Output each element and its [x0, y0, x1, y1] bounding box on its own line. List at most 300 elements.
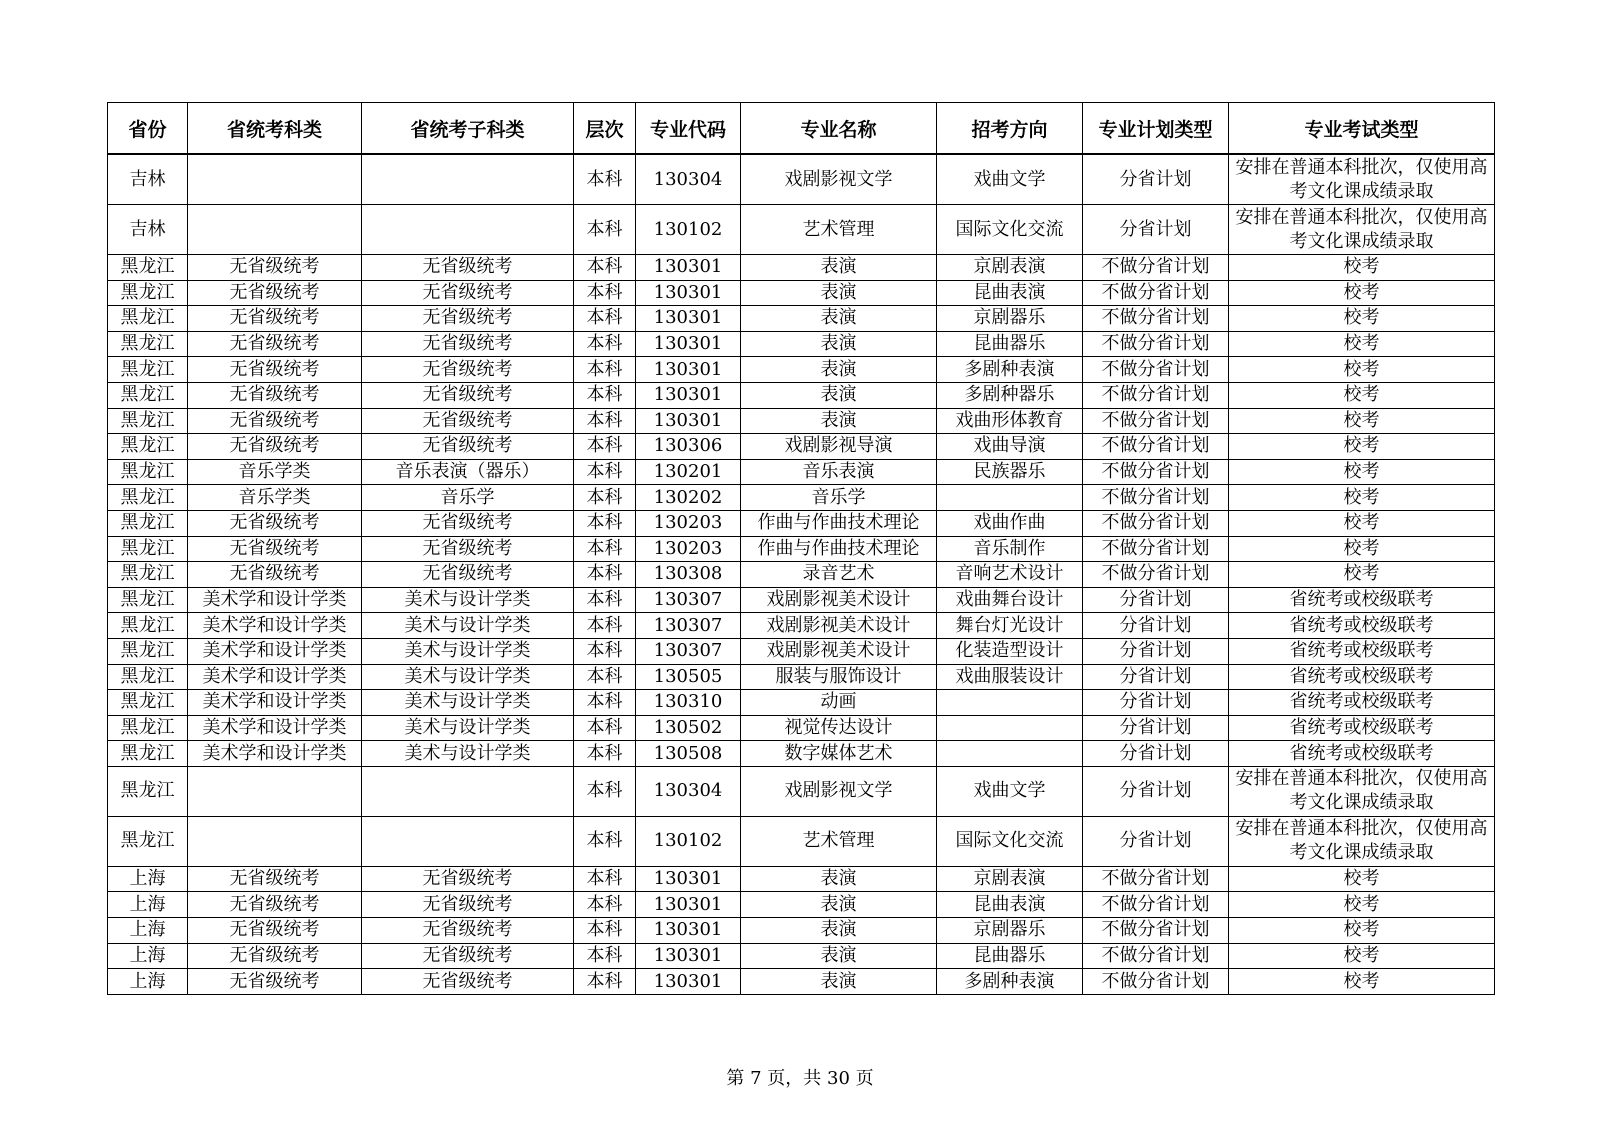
cell-col-plan-type: 分省计划 [1083, 766, 1229, 816]
cell-col-major-name: 表演 [741, 255, 937, 281]
cell-col-direction: 国际文化交流 [937, 816, 1083, 866]
cell-col-level: 本科 [574, 918, 636, 944]
header-col-direction: 招考方向 [937, 103, 1083, 155]
cell-col-exam-subcategory: 音乐表演（器乐） [362, 459, 574, 485]
cell-col-level: 本科 [574, 536, 636, 562]
cell-col-major-name: 戏剧影视美术设计 [741, 613, 937, 639]
cell-col-exam-subcategory [362, 816, 574, 866]
cell-col-plan-type: 不做分省计划 [1083, 510, 1229, 536]
cell-col-exam-subcategory: 无省级统考 [362, 306, 574, 332]
cell-col-exam-type: 校考 [1229, 357, 1495, 383]
header-col-province: 省份 [108, 103, 188, 155]
cell-col-exam-category: 无省级统考 [188, 280, 362, 306]
cell-col-major-name: 表演 [741, 280, 937, 306]
cell-col-major-name: 表演 [741, 892, 937, 918]
cell-col-province: 黑龙江 [108, 459, 188, 485]
cell-col-direction: 戏曲文学 [937, 766, 1083, 816]
cell-col-direction: 戏曲形体教育 [937, 408, 1083, 434]
cell-col-exam-category [188, 154, 362, 205]
cell-col-province: 黑龙江 [108, 408, 188, 434]
cell-col-major-name: 音乐学 [741, 485, 937, 511]
cell-col-exam-subcategory: 无省级统考 [362, 943, 574, 969]
cell-col-plan-type: 不做分省计划 [1083, 280, 1229, 306]
cell-col-direction: 舞台灯光设计 [937, 613, 1083, 639]
cell-col-major-code: 130307 [636, 638, 741, 664]
table-row [108, 306, 1495, 332]
cell-col-major-code: 130301 [636, 357, 741, 383]
cell-col-major-name: 艺术管理 [741, 205, 937, 255]
header-col-level: 层次 [574, 103, 636, 155]
cell-col-plan-type: 不做分省计划 [1083, 918, 1229, 944]
cell-col-exam-category: 无省级统考 [188, 331, 362, 357]
table-row [108, 690, 1495, 716]
cell-col-exam-category: 无省级统考 [188, 536, 362, 562]
header-col-exam-subcategory: 省统考子科类 [362, 103, 574, 155]
cell-col-province: 吉林 [108, 154, 188, 205]
cell-col-major-code: 130102 [636, 816, 741, 866]
cell-col-province: 黑龙江 [108, 638, 188, 664]
cell-col-exam-type: 校考 [1229, 434, 1495, 460]
cell-col-major-name: 表演 [741, 306, 937, 332]
cell-col-plan-type: 不做分省计划 [1083, 892, 1229, 918]
cell-col-exam-type: 安排在普通本科批次，仅使用高考文化课成绩录取 [1229, 154, 1495, 205]
cell-col-province: 黑龙江 [108, 280, 188, 306]
cell-col-exam-subcategory: 无省级统考 [362, 918, 574, 944]
cell-col-direction: 戏曲导演 [937, 434, 1083, 460]
cell-col-exam-type: 校考 [1229, 306, 1495, 332]
cell-col-major-code: 130201 [636, 459, 741, 485]
cell-col-exam-subcategory: 无省级统考 [362, 280, 574, 306]
cell-col-exam-type: 校考 [1229, 943, 1495, 969]
cell-col-level: 本科 [574, 357, 636, 383]
cell-col-exam-type: 校考 [1229, 510, 1495, 536]
cell-col-province: 上海 [108, 943, 188, 969]
cell-col-level: 本科 [574, 816, 636, 866]
cell-col-exam-subcategory: 无省级统考 [362, 434, 574, 460]
cell-col-province: 上海 [108, 969, 188, 995]
cell-col-major-code: 130310 [636, 690, 741, 716]
header-row [108, 103, 1495, 155]
cell-col-major-code: 130306 [636, 434, 741, 460]
cell-col-major-code: 130505 [636, 664, 741, 690]
cell-col-direction: 京剧表演 [937, 866, 1083, 892]
cell-col-plan-type: 分省计划 [1083, 613, 1229, 639]
cell-col-major-code: 130203 [636, 536, 741, 562]
cell-col-exam-category: 无省级统考 [188, 434, 362, 460]
cell-col-exam-category: 美术学和设计学类 [188, 715, 362, 741]
cell-col-major-code: 130301 [636, 255, 741, 281]
cell-col-exam-type: 省统考或校级联考 [1229, 638, 1495, 664]
cell-col-major-name: 表演 [741, 382, 937, 408]
cell-col-level: 本科 [574, 715, 636, 741]
table-row [108, 408, 1495, 434]
cell-col-major-name: 戏剧影视美术设计 [741, 587, 937, 613]
cell-col-major-name: 数字媒体艺术 [741, 741, 937, 767]
cell-col-level: 本科 [574, 510, 636, 536]
cell-col-exam-type: 安排在普通本科批次，仅使用高考文化课成绩录取 [1229, 816, 1495, 866]
cell-col-province: 黑龙江 [108, 536, 188, 562]
cell-col-level: 本科 [574, 664, 636, 690]
cell-col-province: 黑龙江 [108, 562, 188, 588]
cell-col-major-name: 表演 [741, 408, 937, 434]
header-col-exam-category: 省统考科类 [188, 103, 362, 155]
table-row [108, 816, 1495, 866]
cell-col-exam-type: 校考 [1229, 866, 1495, 892]
cell-col-direction [937, 741, 1083, 767]
cell-col-major-code: 130102 [636, 205, 741, 255]
cell-col-exam-subcategory: 美术与设计学类 [362, 741, 574, 767]
cell-col-level: 本科 [574, 943, 636, 969]
cell-col-major-code: 130202 [636, 485, 741, 511]
cell-col-level: 本科 [574, 280, 636, 306]
cell-col-exam-subcategory: 无省级统考 [362, 331, 574, 357]
table-row [108, 331, 1495, 357]
cell-col-plan-type: 不做分省计划 [1083, 306, 1229, 332]
cell-col-direction: 昆曲器乐 [937, 331, 1083, 357]
cell-col-level: 本科 [574, 485, 636, 511]
cell-col-exam-type: 校考 [1229, 255, 1495, 281]
cell-col-major-code: 130301 [636, 331, 741, 357]
cell-col-plan-type: 分省计划 [1083, 741, 1229, 767]
cell-col-direction [937, 690, 1083, 716]
header-col-major-code: 专业代码 [636, 103, 741, 155]
cell-col-level: 本科 [574, 434, 636, 460]
cell-col-level: 本科 [574, 866, 636, 892]
cell-col-exam-type: 校考 [1229, 280, 1495, 306]
table-body [108, 154, 1495, 994]
cell-col-major-code: 130304 [636, 154, 741, 205]
cell-col-province: 黑龙江 [108, 587, 188, 613]
cell-col-exam-category: 无省级统考 [188, 408, 362, 434]
cell-col-direction: 多剧种表演 [937, 357, 1083, 383]
cell-col-direction: 京剧器乐 [937, 306, 1083, 332]
cell-col-exam-subcategory: 无省级统考 [362, 357, 574, 383]
cell-col-exam-category: 美术学和设计学类 [188, 587, 362, 613]
cell-col-province: 黑龙江 [108, 690, 188, 716]
table-row [108, 205, 1495, 255]
cell-col-major-name: 作曲与作曲技术理论 [741, 510, 937, 536]
table-row [108, 434, 1495, 460]
cell-col-exam-type: 校考 [1229, 969, 1495, 995]
cell-col-plan-type: 不做分省计划 [1083, 255, 1229, 281]
cell-col-level: 本科 [574, 690, 636, 716]
cell-col-plan-type: 不做分省计划 [1083, 331, 1229, 357]
cell-col-major-code: 130308 [636, 562, 741, 588]
cell-col-exam-category: 无省级统考 [188, 255, 362, 281]
cell-col-major-name: 艺术管理 [741, 816, 937, 866]
cell-col-major-name: 作曲与作曲技术理论 [741, 536, 937, 562]
cell-col-exam-category: 美术学和设计学类 [188, 664, 362, 690]
cell-col-plan-type: 分省计划 [1083, 638, 1229, 664]
cell-col-major-code: 130203 [636, 510, 741, 536]
cell-col-exam-type: 校考 [1229, 485, 1495, 511]
table-row [108, 943, 1495, 969]
cell-col-exam-type: 安排在普通本科批次，仅使用高考文化课成绩录取 [1229, 205, 1495, 255]
table-row [108, 892, 1495, 918]
cell-col-province: 黑龙江 [108, 715, 188, 741]
cell-col-exam-category: 无省级统考 [188, 510, 362, 536]
cell-col-major-name: 视觉传达设计 [741, 715, 937, 741]
cell-col-major-code: 130301 [636, 306, 741, 332]
cell-col-major-name: 服装与服饰设计 [741, 664, 937, 690]
cell-col-major-code: 130301 [636, 969, 741, 995]
cell-col-level: 本科 [574, 587, 636, 613]
table-row [108, 766, 1495, 816]
cell-col-plan-type: 分省计划 [1083, 690, 1229, 716]
cell-col-province: 黑龙江 [108, 382, 188, 408]
cell-col-major-code: 130307 [636, 613, 741, 639]
cell-col-level: 本科 [574, 892, 636, 918]
cell-col-exam-type: 校考 [1229, 331, 1495, 357]
cell-col-exam-subcategory: 美术与设计学类 [362, 690, 574, 716]
table-row [108, 154, 1495, 205]
cell-col-exam-subcategory: 美术与设计学类 [362, 715, 574, 741]
cell-col-major-code: 130301 [636, 892, 741, 918]
cell-col-level: 本科 [574, 638, 636, 664]
cell-col-exam-subcategory: 无省级统考 [362, 408, 574, 434]
cell-col-exam-category: 无省级统考 [188, 306, 362, 332]
cell-col-province: 黑龙江 [108, 816, 188, 866]
cell-col-province: 黑龙江 [108, 510, 188, 536]
cell-col-plan-type: 不做分省计划 [1083, 382, 1229, 408]
cell-col-direction: 音响艺术设计 [937, 562, 1083, 588]
table-row [108, 382, 1495, 408]
cell-col-level: 本科 [574, 766, 636, 816]
cell-col-major-name: 戏剧影视美术设计 [741, 638, 937, 664]
cell-col-exam-category [188, 816, 362, 866]
cell-col-province: 黑龙江 [108, 613, 188, 639]
cell-col-major-code: 130301 [636, 866, 741, 892]
cell-col-exam-category: 美术学和设计学类 [188, 638, 362, 664]
table-row [108, 638, 1495, 664]
cell-col-plan-type: 不做分省计划 [1083, 434, 1229, 460]
cell-col-exam-category [188, 766, 362, 816]
cell-col-exam-category: 无省级统考 [188, 892, 362, 918]
cell-col-province: 黑龙江 [108, 741, 188, 767]
cell-col-exam-subcategory: 美术与设计学类 [362, 664, 574, 690]
cell-col-province: 上海 [108, 918, 188, 944]
admission-plan-table [107, 102, 1495, 995]
cell-col-major-code: 130508 [636, 741, 741, 767]
cell-col-plan-type: 不做分省计划 [1083, 459, 1229, 485]
cell-col-exam-type: 校考 [1229, 918, 1495, 944]
cell-col-direction: 音乐制作 [937, 536, 1083, 562]
cell-col-plan-type: 不做分省计划 [1083, 408, 1229, 434]
cell-col-exam-category: 美术学和设计学类 [188, 741, 362, 767]
cell-col-direction [937, 485, 1083, 511]
cell-col-province: 黑龙江 [108, 485, 188, 511]
table-row [108, 969, 1495, 995]
table-row [108, 280, 1495, 306]
cell-col-plan-type: 不做分省计划 [1083, 485, 1229, 511]
cell-col-direction: 昆曲表演 [937, 280, 1083, 306]
cell-col-level: 本科 [574, 255, 636, 281]
cell-col-exam-type: 安排在普通本科批次，仅使用高考文化课成绩录取 [1229, 766, 1495, 816]
cell-col-plan-type: 不做分省计划 [1083, 943, 1229, 969]
cell-col-plan-type: 分省计划 [1083, 587, 1229, 613]
cell-col-exam-type: 省统考或校级联考 [1229, 715, 1495, 741]
cell-col-direction: 戏曲舞台设计 [937, 587, 1083, 613]
cell-col-major-name: 戏剧影视文学 [741, 154, 937, 205]
cell-col-exam-category: 音乐学类 [188, 485, 362, 511]
table-row [108, 741, 1495, 767]
cell-col-direction: 化装造型设计 [937, 638, 1083, 664]
cell-col-plan-type: 不做分省计划 [1083, 536, 1229, 562]
cell-col-level: 本科 [574, 459, 636, 485]
cell-col-plan-type: 分省计划 [1083, 715, 1229, 741]
cell-col-province: 上海 [108, 866, 188, 892]
cell-col-level: 本科 [574, 741, 636, 767]
cell-col-direction: 昆曲表演 [937, 892, 1083, 918]
table-row [108, 918, 1495, 944]
cell-col-plan-type: 分省计划 [1083, 154, 1229, 205]
cell-col-exam-category: 美术学和设计学类 [188, 613, 362, 639]
cell-col-major-code: 130502 [636, 715, 741, 741]
table-row [108, 485, 1495, 511]
cell-col-exam-type: 省统考或校级联考 [1229, 587, 1495, 613]
cell-col-exam-subcategory: 美术与设计学类 [362, 613, 574, 639]
cell-col-major-name: 音乐表演 [741, 459, 937, 485]
cell-col-major-name: 表演 [741, 943, 937, 969]
cell-col-direction: 京剧表演 [937, 255, 1083, 281]
cell-col-major-name: 表演 [741, 866, 937, 892]
cell-col-exam-category [188, 205, 362, 255]
cell-col-level: 本科 [574, 562, 636, 588]
cell-col-major-name: 表演 [741, 969, 937, 995]
cell-col-exam-type: 省统考或校级联考 [1229, 613, 1495, 639]
cell-col-exam-subcategory [362, 205, 574, 255]
cell-col-province: 黑龙江 [108, 357, 188, 383]
cell-col-direction [937, 715, 1083, 741]
cell-col-exam-subcategory: 音乐学 [362, 485, 574, 511]
cell-col-direction: 京剧器乐 [937, 918, 1083, 944]
cell-col-exam-type: 校考 [1229, 459, 1495, 485]
cell-col-plan-type: 不做分省计划 [1083, 866, 1229, 892]
cell-col-direction: 昆曲器乐 [937, 943, 1083, 969]
cell-col-major-code: 130301 [636, 408, 741, 434]
cell-col-province: 吉林 [108, 205, 188, 255]
cell-col-plan-type: 不做分省计划 [1083, 562, 1229, 588]
cell-col-plan-type: 分省计划 [1083, 205, 1229, 255]
cell-col-direction: 戏曲服装设计 [937, 664, 1083, 690]
cell-col-province: 黑龙江 [108, 331, 188, 357]
cell-col-exam-type: 校考 [1229, 892, 1495, 918]
cell-col-province: 黑龙江 [108, 766, 188, 816]
cell-col-exam-category: 无省级统考 [188, 357, 362, 383]
cell-col-direction: 多剧种器乐 [937, 382, 1083, 408]
table-row [108, 715, 1495, 741]
cell-col-province: 黑龙江 [108, 306, 188, 332]
cell-col-exam-type: 省统考或校级联考 [1229, 741, 1495, 767]
cell-col-direction: 戏曲文学 [937, 154, 1083, 205]
cell-col-exam-subcategory: 无省级统考 [362, 382, 574, 408]
cell-col-level: 本科 [574, 154, 636, 205]
cell-col-level: 本科 [574, 382, 636, 408]
cell-col-plan-type: 分省计划 [1083, 816, 1229, 866]
cell-col-exam-type: 省统考或校级联考 [1229, 664, 1495, 690]
cell-col-exam-subcategory: 美术与设计学类 [362, 587, 574, 613]
table-row [108, 664, 1495, 690]
cell-col-direction: 国际文化交流 [937, 205, 1083, 255]
cell-col-exam-category: 无省级统考 [188, 969, 362, 995]
table-row [108, 866, 1495, 892]
cell-col-province: 上海 [108, 892, 188, 918]
cell-col-province: 黑龙江 [108, 434, 188, 460]
table-row [108, 510, 1495, 536]
cell-col-exam-subcategory: 无省级统考 [362, 536, 574, 562]
cell-col-major-name: 表演 [741, 331, 937, 357]
cell-col-exam-type: 校考 [1229, 408, 1495, 434]
cell-col-province: 黑龙江 [108, 664, 188, 690]
cell-col-major-name: 戏剧影视文学 [741, 766, 937, 816]
cell-col-exam-category: 无省级统考 [188, 866, 362, 892]
cell-col-exam-category: 音乐学类 [188, 459, 362, 485]
cell-col-exam-type: 省统考或校级联考 [1229, 690, 1495, 716]
cell-col-exam-subcategory [362, 154, 574, 205]
table-row [108, 459, 1495, 485]
table-row [108, 587, 1495, 613]
cell-col-major-code: 130301 [636, 280, 741, 306]
cell-col-level: 本科 [574, 969, 636, 995]
table-row [108, 357, 1495, 383]
cell-col-level: 本科 [574, 306, 636, 332]
table-row [108, 255, 1495, 281]
cell-col-exam-type: 校考 [1229, 382, 1495, 408]
cell-col-exam-subcategory: 无省级统考 [362, 255, 574, 281]
cell-col-province: 黑龙江 [108, 255, 188, 281]
cell-col-major-name: 动画 [741, 690, 937, 716]
cell-col-major-name: 表演 [741, 357, 937, 383]
cell-col-direction: 多剧种表演 [937, 969, 1083, 995]
header-col-exam-type: 专业考试类型 [1229, 103, 1495, 155]
cell-col-major-name: 戏剧影视导演 [741, 434, 937, 460]
cell-col-major-code: 130301 [636, 918, 741, 944]
cell-col-major-name: 表演 [741, 918, 937, 944]
page-footer: 第 7 页，共 30 页 [726, 1068, 874, 1089]
cell-col-exam-category: 无省级统考 [188, 562, 362, 588]
cell-col-level: 本科 [574, 205, 636, 255]
cell-col-plan-type: 分省计划 [1083, 664, 1229, 690]
cell-col-exam-type: 校考 [1229, 562, 1495, 588]
cell-col-exam-type: 校考 [1229, 536, 1495, 562]
cell-col-exam-subcategory: 无省级统考 [362, 892, 574, 918]
cell-col-level: 本科 [574, 613, 636, 639]
cell-col-exam-category: 无省级统考 [188, 943, 362, 969]
cell-col-major-code: 130301 [636, 382, 741, 408]
cell-col-plan-type: 不做分省计划 [1083, 357, 1229, 383]
cell-col-level: 本科 [574, 408, 636, 434]
cell-col-exam-subcategory: 美术与设计学类 [362, 638, 574, 664]
cell-col-exam-subcategory: 无省级统考 [362, 510, 574, 536]
header-col-plan-type: 专业计划类型 [1083, 103, 1229, 155]
cell-col-major-code: 130301 [636, 943, 741, 969]
cell-col-major-code: 130304 [636, 766, 741, 816]
cell-col-direction: 戏曲作曲 [937, 510, 1083, 536]
cell-col-exam-subcategory: 无省级统考 [362, 969, 574, 995]
cell-col-direction: 民族器乐 [937, 459, 1083, 485]
cell-col-exam-category: 无省级统考 [188, 382, 362, 408]
table-row [108, 613, 1495, 639]
table-header [108, 103, 1495, 155]
header-col-major-name: 专业名称 [741, 103, 937, 155]
cell-col-major-name: 录音艺术 [741, 562, 937, 588]
cell-col-major-code: 130307 [636, 587, 741, 613]
cell-col-exam-subcategory [362, 766, 574, 816]
cell-col-exam-category: 美术学和设计学类 [188, 690, 362, 716]
cell-col-level: 本科 [574, 331, 636, 357]
cell-col-exam-subcategory: 无省级统考 [362, 866, 574, 892]
cell-col-plan-type: 不做分省计划 [1083, 969, 1229, 995]
